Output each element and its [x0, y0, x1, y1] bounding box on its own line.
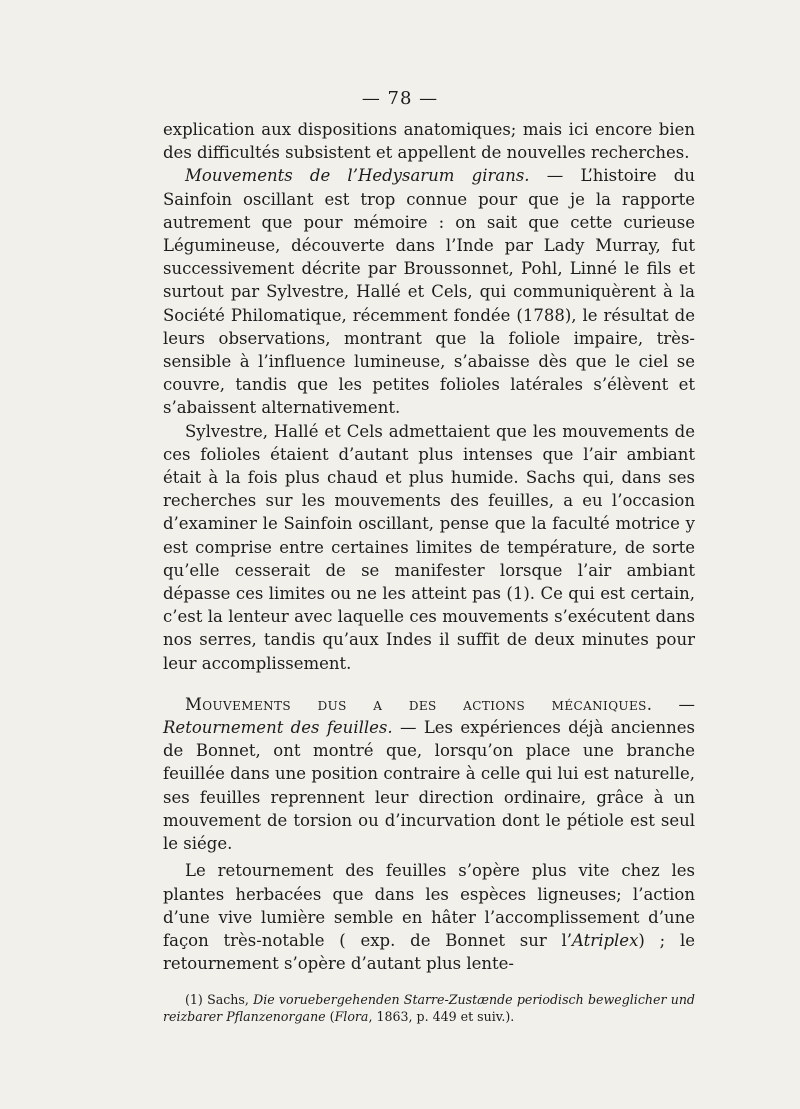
footnote-suffix: , 1863, p. 449 et suiv.). [368, 1009, 515, 1025]
heading-dash: — [652, 694, 696, 714]
section-gap [163, 675, 695, 693]
main-text [163, 118, 695, 1025]
paragraph-hedysarum-text: — L’histoire du Sainfoin oscillant est trop connue pour que je la rapporte autrement que pour mémoire : on sait que cette curieuse Légumineuse, découverte dans l’Inde par Lady Murray, fut successivement décrite par Broussonnet, Pohl, Linné le fils et surtout par Sylvestre, Hallé et Cels, qui communiquèrent à la Société Philomatique, récemment fondée (1788), le résultat de leurs observations, montrant que la foliole impaire, très-sensible à l’influence lumineuse, s’abaisse dès que le ciel se couvre, tandis que les petites folioles latérales s’élèvent et s’abaissent alternativement. [163, 166, 695, 418]
paragraph-hedysarum [163, 164, 695, 419]
paragraph-retournement-text-b: ) ; le retournement s’opère d’autant plus lente- [163, 930, 695, 974]
footnote-mid: ( [325, 1009, 335, 1025]
subsection-heading-retournement: Retournement des feuilles. [163, 718, 393, 738]
paragraph-mouvements-mecaniques [163, 693, 695, 855]
paragraph-mecaniques-text: — Les expériences déjà anciennes de Bonnet, ont montré que, lorsqu’on place une branche feuillée dans une position contraire à celle qui lui est naturelle, ses feuilles reprennent leur direction ordinaire, grâce à un mouvement de torsion ou d’incurvation dont le pétiole est seul le siége. [163, 718, 695, 854]
footnote-prefix: (1) Sachs, [185, 992, 254, 1008]
page-number: — 78 — [361, 88, 439, 109]
section-heading-mecaniques: Mouvements dus a des actions mécaniques. [185, 694, 653, 714]
atriplex-term: Atriplex [572, 930, 639, 950]
section-heading-hedysarum: Mouvements de l’Hedysarum girans. [185, 166, 530, 186]
paragraph-sylvestre: Sylvestre, Hallé et Cels admettaient que les mouvements de ces folioles étaient d’autant plus intenses que l’air ambiant était à la fois plus chaud et plus humide. Sachs qui, dans ses recherches sur les mouvements des feuilles, a eu l’occasion d’examiner le Sainfoin oscillant, pense que la faculté motrice y est comprise entre certaines limites de température, de sorte qu’elle cesserait de se manifester lorsque l’air ambiant dépasse ces limites ou ne les atteint pas (1). Ce qui est certain, c’est la lenteur avec laquelle ces mouvements s’exécutent dans nos serres, tandis qu’aux Indes il suffit de deux minutes pour leur accomplissement. [163, 421, 695, 673]
footnote-journal: Flora [334, 1009, 369, 1025]
paragraph-1: explication aux dispositions anatomiques; mais ici encore bien des difficultés subsistent et appellent de nouvelles recherches. [163, 120, 695, 163]
footnote-area [163, 991, 695, 1025]
paragraph-retournement [163, 859, 695, 975]
footnote-1 [163, 991, 695, 1025]
footnote-title: Die voruebergehenden Starre-Zustænde periodisch beweglicher und reizbarer Pflanzenorgane [163, 992, 695, 1025]
paragraph-retournement-text-a: Le retournement des feuilles s’opère plus vite chez les plantes herbacées que dans les espèces ligneuses; l’action d’une vive lumière semble en hâter l’accomplissement d’une façon très-notable ( exp. de Bonnet sur l’ [163, 861, 695, 950]
